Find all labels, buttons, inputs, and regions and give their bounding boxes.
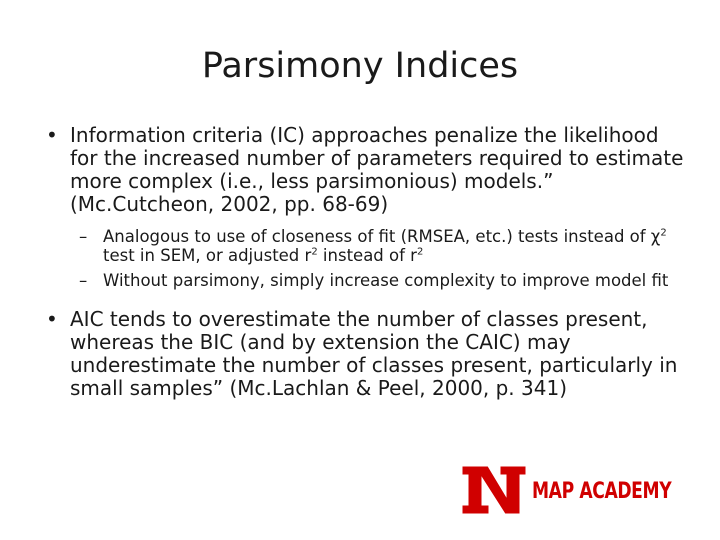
superscript: 2 — [416, 246, 424, 258]
bullet-aic-bic — [46, 308, 686, 400]
sub-bullet-text-c: instead of r — [317, 246, 417, 265]
slide-body — [46, 124, 686, 400]
n-letterform-icon — [462, 466, 526, 514]
logo-text: MAP ACADEMY — [532, 479, 672, 504]
sub-bullet-marker: – — [79, 227, 88, 246]
sub-bullet-text-a: Analogous to use of closeness of fit (RMSEA, etc.) tests instead of χ — [103, 227, 661, 246]
bullet-text: Information criteria (IC) approaches penalize the likelihood for the increased number of parameters required to estimate more complex (i.e., less parsimonious) models.” (Mc.Cutcheon, 2002, pp. 68-69) — [70, 123, 684, 216]
bullet-information-criteria — [46, 124, 686, 216]
sub-bullet-list — [46, 227, 686, 290]
bullet-text: AIC tends to overestimate the number of classes present, whereas the BIC (and by extension the CAIC) may underestimate the number of classes present, particularly in small samples” (Mc.Lachlan & Peel, 2000, p. 341) — [70, 307, 678, 400]
sub-bullet-parsimony — [79, 271, 686, 290]
sub-bullet-text-b: test in SEM, or adjusted r — [103, 246, 312, 265]
superscript: 2 — [311, 246, 318, 258]
sub-bullet-text: Without parsimony, simply increase complexity to improve model fit — [103, 271, 669, 290]
bullet-marker: • — [46, 307, 58, 331]
superscript: 2 — [660, 227, 667, 239]
slide-title: Parsimony Indices — [201, 46, 519, 86]
sub-bullet-analogous — [79, 227, 686, 265]
sub-bullet-marker: – — [79, 271, 88, 290]
bullet-marker: • — [46, 123, 58, 147]
